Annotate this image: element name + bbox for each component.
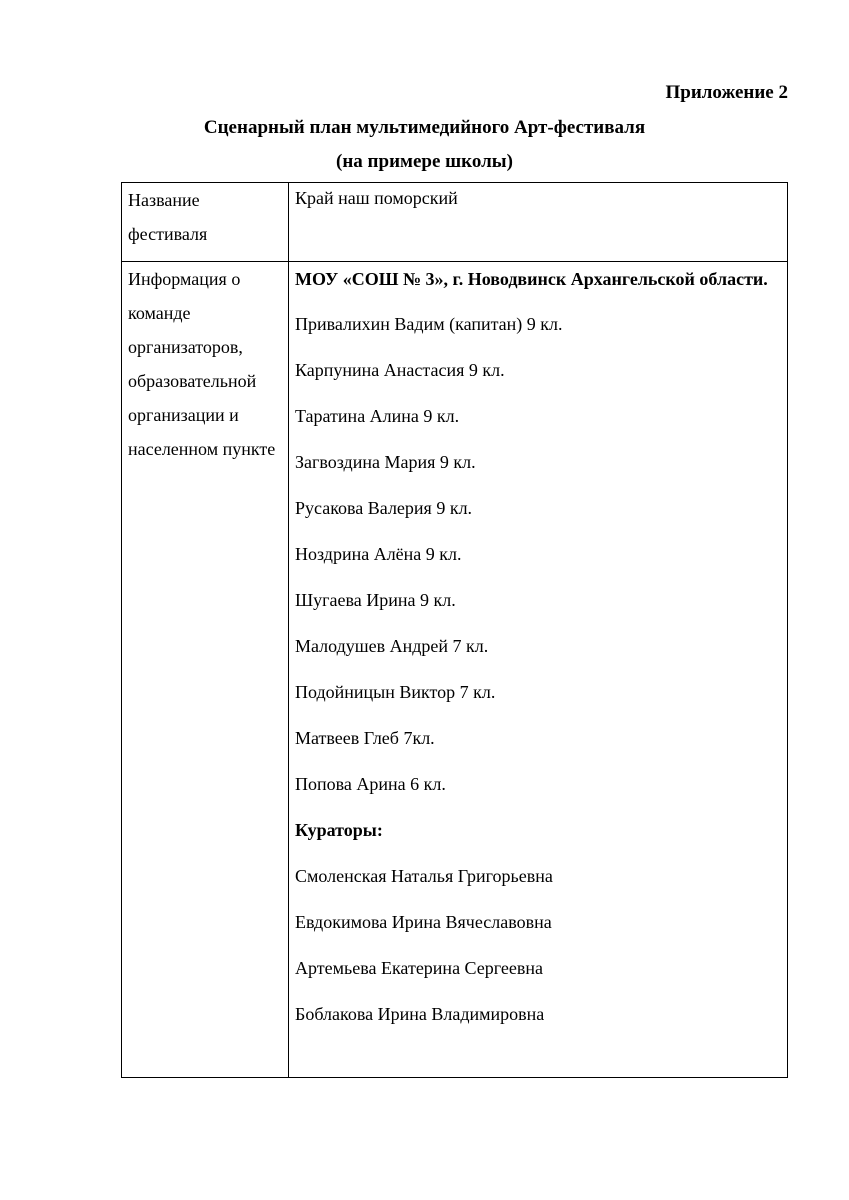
festival-name-label: Название фестиваля bbox=[122, 183, 289, 262]
curator: Евдокимова Ирина Вячеславовна bbox=[295, 912, 552, 932]
team-info-content bbox=[289, 262, 788, 1078]
table-row bbox=[122, 262, 788, 1078]
document-subtitle: (на примере школы) bbox=[336, 151, 513, 172]
curator: Артемьева Екатерина Сергеевна bbox=[295, 958, 544, 978]
curators-heading: Кураторы: bbox=[295, 820, 383, 840]
team-member: Загвоздина Мария 9 кл. bbox=[295, 452, 476, 472]
team-member: Ноздрина Алёна 9 кл. bbox=[295, 544, 462, 564]
team-member: Попова Арина 6 кл. bbox=[295, 774, 446, 794]
table-row bbox=[122, 183, 788, 262]
festival-name-value: Край наш поморский bbox=[289, 183, 788, 262]
team-member: Шугаева Ирина 9 кл. bbox=[295, 590, 456, 610]
team-info-label: Информация о команде организаторов, образовательной организации и населенном пункте bbox=[122, 262, 289, 1078]
curator: Боблакова Ирина Владимировна bbox=[295, 1004, 545, 1024]
curator: Смоленская Наталья Григорьевна bbox=[295, 866, 553, 886]
school-name: МОУ «СОШ № 3», г. Новодвинск Архангельской области. bbox=[295, 269, 768, 289]
document-title: Сценарный план мультимедийного Арт-фестиваля bbox=[203, 117, 646, 138]
team-member: Матвеев Глеб 7кл. bbox=[295, 728, 435, 748]
team-member: Привалихин Вадим (капитан) 9 кл. bbox=[295, 314, 563, 334]
team-member: Подойницын Виктор 7 кл. bbox=[295, 682, 496, 702]
appendix-label: Приложение 2 bbox=[665, 82, 788, 103]
team-member: Таратина Алина 9 кл. bbox=[295, 406, 460, 426]
team-member: Карпунина Анастасия 9 кл. bbox=[295, 360, 505, 380]
festival-plan-table bbox=[121, 182, 788, 1078]
team-member: Малодушев Андрей 7 кл. bbox=[295, 636, 489, 656]
team-member: Русакова Валерия 9 кл. bbox=[295, 498, 473, 518]
